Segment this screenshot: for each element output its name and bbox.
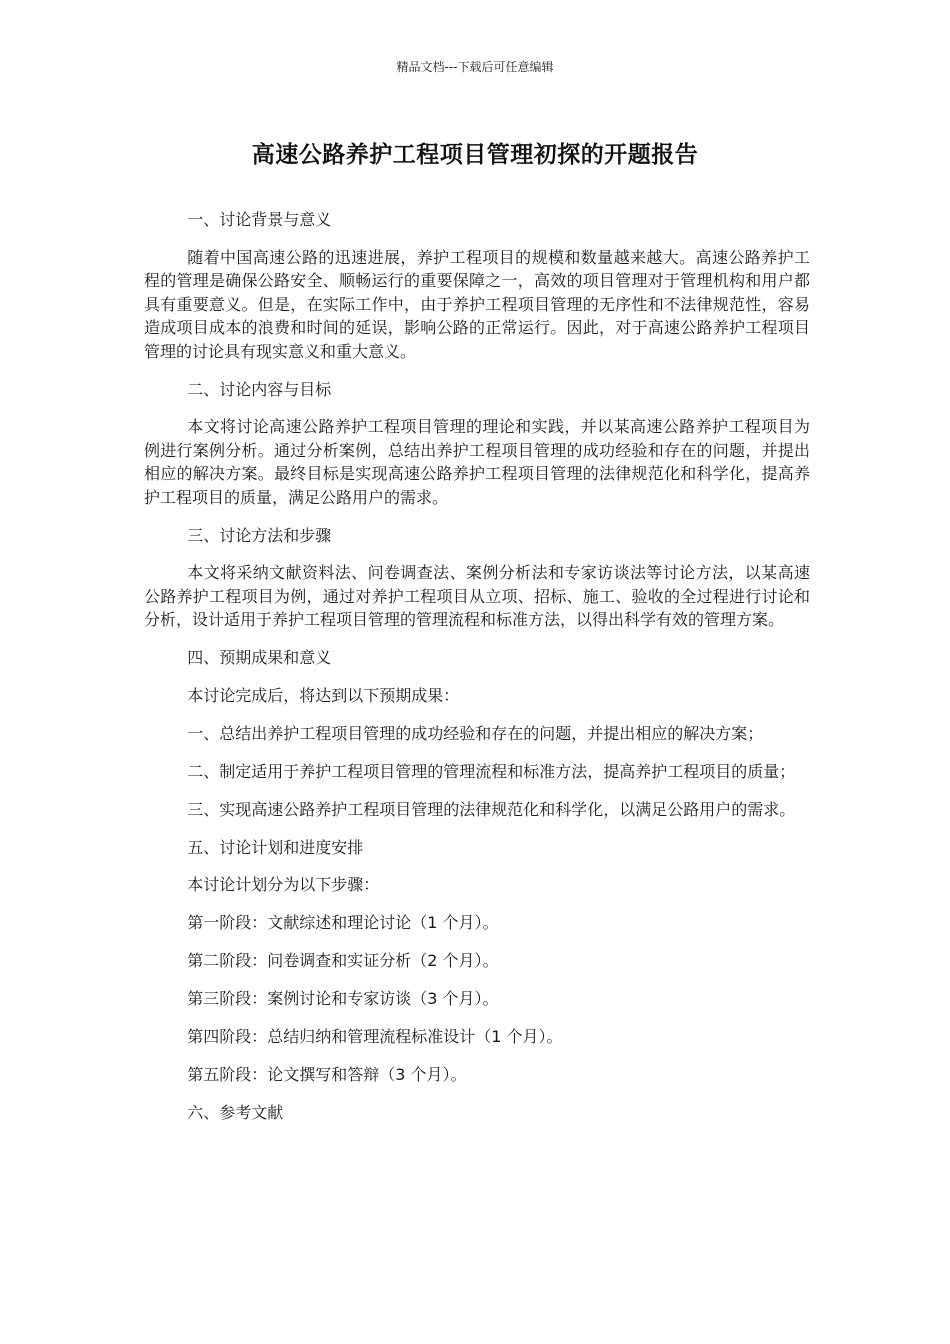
paragraph-results-intro: 本讨论完成后，将达到以下预期成果： [187,685,460,705]
document-body [144,208,810,1139]
paragraph-result-3: 三、实现高速公路养护工程项目管理的法律规范化和科学化，以满足公路用户的需求。 [187,799,796,819]
section-heading-schedule: 五、讨论计划和进度安排 [187,837,364,857]
document-title: 高速公路养护工程项目管理初探的开题报告 [251,142,699,168]
header-note: 精品文档---下载后可任意编辑 [396,60,554,74]
section-heading-methods: 三、讨论方法和步骤 [187,525,332,545]
section-heading-expected-results: 四、预期成果和意义 [187,648,332,667]
paragraph-content-goals: 本文将讨论高速公路养护工程项目管理的理论和实践，并以某高速公路养护工程项目为例进行案例分析。通过分析案例，总结出养护工程项目管理的成功经验和存在的问题，并提出相应的解决方案。最终目标是实现高速公路养护工程项目管理的法律规范化和科学化，提高养护工程项目的质量，满足公路用户的需求。 [144,417,810,507]
paragraph-stage-3: 第三阶段：案例讨论和专家访谈（3 个月）。 [187,989,499,1008]
paragraph-stage-4: 第四阶段：总结归纳和管理流程标准设计（1 个月）。 [187,1027,563,1046]
section-heading-background: 一、讨论背景与意义 [187,210,332,229]
paragraph-stage-2: 第二阶段：问卷调查和实证分析（2 个月）。 [187,951,499,970]
section-heading-references: 六、参考文献 [187,1103,284,1122]
paragraph-methods: 本文将采纳文献资料法、问卷调查法、案例分析法和专家访谈法等讨论方法，以某高速公路养护工程项目为例，通过对养护工程项目从立项、招标、施工、验收的全过程进行讨论和分析，设计适用于养护工程项目管理的管理流程和标准方法，以得出科学有效的管理方案。 [144,563,810,629]
paragraph-stage-1: 第一阶段：文献综述和理论讨论（1 个月）。 [187,913,499,932]
paragraph-result-2: 二、制定适用于养护工程项目管理的管理流程和标准方法，提高养护工程项目的质量； [187,761,796,781]
paragraph-result-1: 一、总结出养护工程项目管理的成功经验和存在的问题，并提出相应的解决方案； [187,723,764,743]
paragraph-stage-5: 第五阶段：论文撰写和答辩（3 个月）。 [187,1065,467,1084]
paragraph-schedule-intro: 本讨论计划分为以下步骤： [187,875,380,894]
section-heading-content-goals: 二、讨论内容与目标 [187,379,332,399]
paragraph-background: 随着中国高速公路的迅速进展，养护工程项目的规模和数量越来越大。高速公路养护工程的管理是确保公路安全、顺畅运行的重要保障之一，高效的项目管理对于管理机构和用户都具有重要意义。但是，在实际工作中，由于养护工程项目管理的无序性和不法律规范性，容易造成项目成本的浪费和时间的延误，影响公路的正常运行。因此，对于高速公路养护工程项目管理的讨论具有现实意义和重大意义。 [144,247,810,361]
